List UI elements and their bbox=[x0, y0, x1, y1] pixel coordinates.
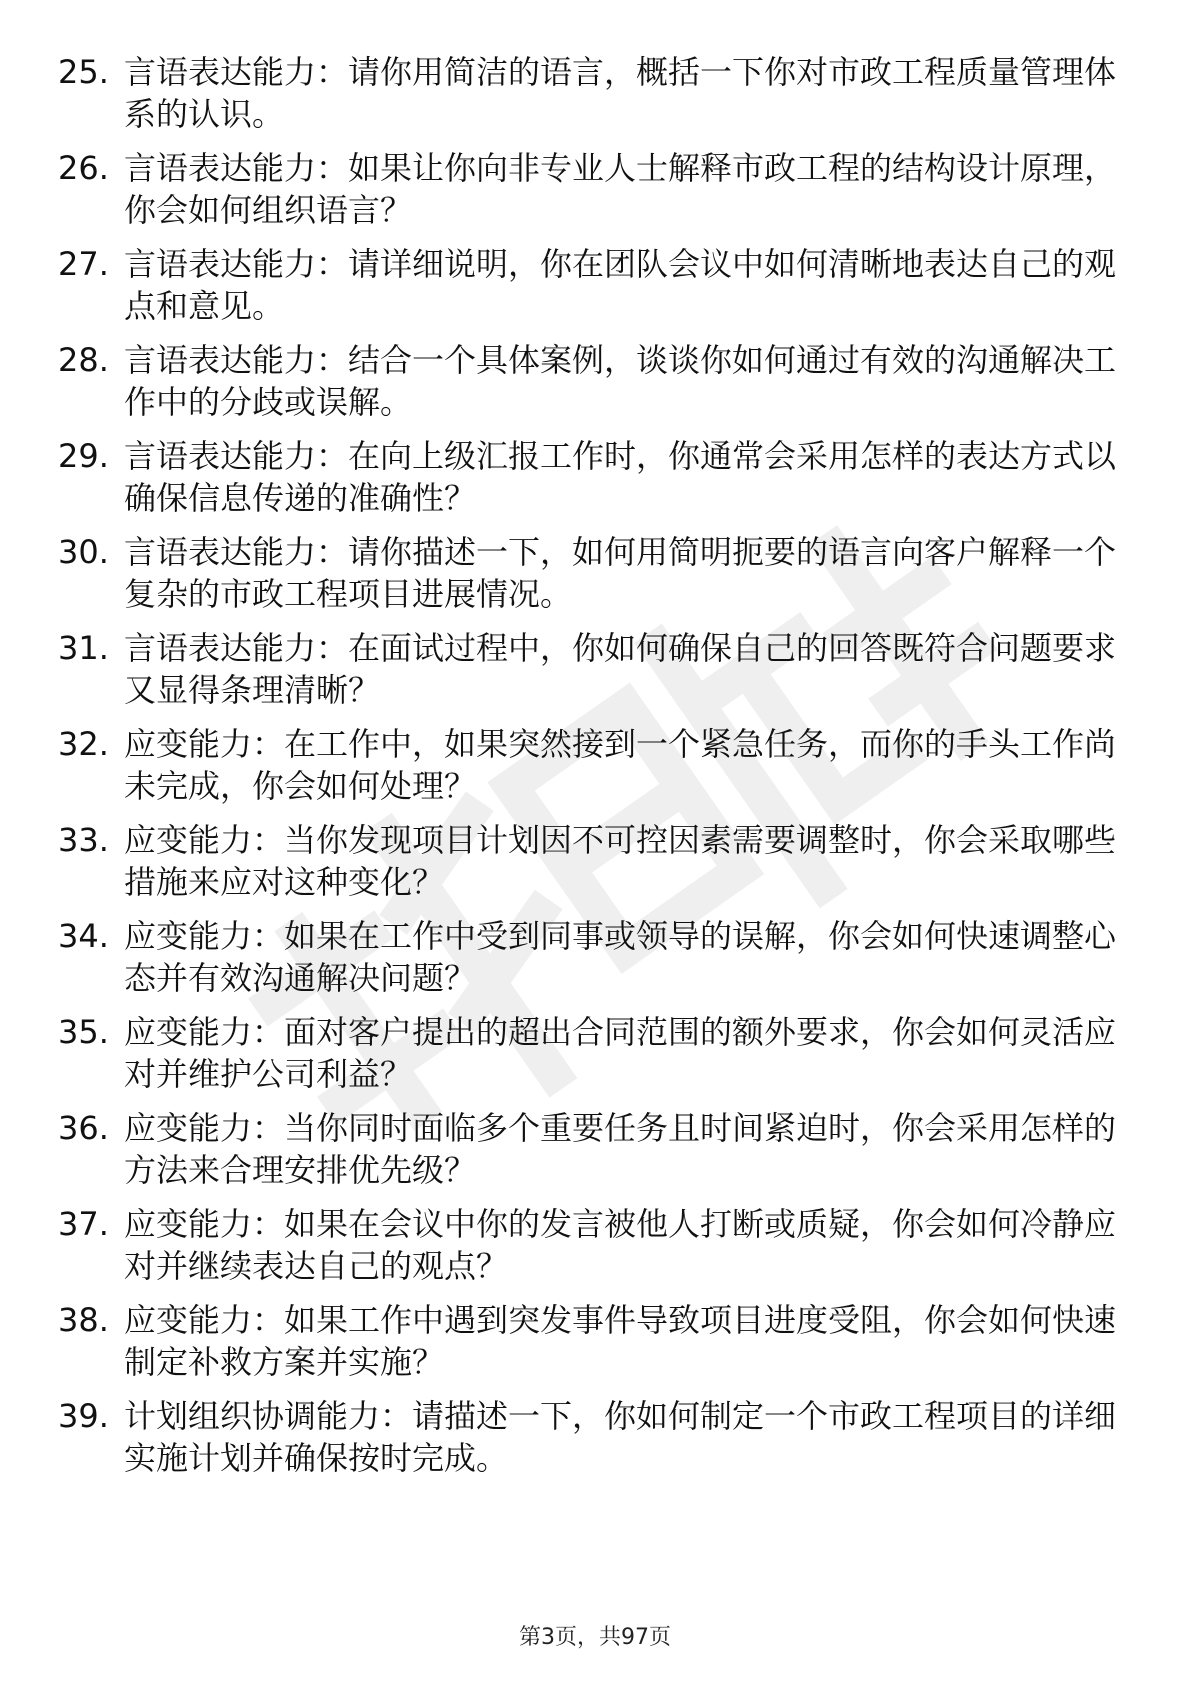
question-text: 应变能力：如果在工作中受到同事或领导的误解，你会如何快速调整心态并有效沟通解决问题？ bbox=[124, 917, 1117, 997]
question-item bbox=[58, 243, 1148, 327]
question-item bbox=[58, 531, 1148, 615]
question-text: 言语表达能力：在向上级汇报工作时，你通常会采用怎样的表达方式以确保信息传递的准确性？ bbox=[124, 437, 1117, 517]
question-item bbox=[58, 51, 1148, 135]
question-item bbox=[58, 1299, 1148, 1383]
question-text: 言语表达能力：如果让你向非专业人士解释市政工程的结构设计原理，你会如何组织语言？ bbox=[124, 149, 1117, 229]
question-number: 29. bbox=[58, 437, 109, 475]
question-item bbox=[58, 147, 1148, 231]
question-text: 应变能力：在工作中，如果突然接到一个紧急任务，而你的手头工作尚未完成，你会如何处理？ bbox=[124, 725, 1117, 805]
question-text: 应变能力：当你发现项目计划因不可控因素需要调整时，你会采取哪些措施来应对这种变化？ bbox=[124, 821, 1117, 901]
question-number: 30. bbox=[58, 533, 109, 571]
question-number: 31. bbox=[58, 629, 109, 667]
question-text: 言语表达能力：在面试过程中，你如何确保自己的回答既符合问题要求又显得条理清晰？ bbox=[124, 629, 1117, 709]
question-text: 计划组织协调能力：请描述一下，你如何制定一个市政工程项目的详细实施计划并确保按时完成。 bbox=[124, 1397, 1117, 1477]
question-number: 28. bbox=[58, 341, 109, 379]
page-footer bbox=[0, 1620, 1190, 1651]
question-text: 应变能力：如果工作中遇到突发事件导致项目进度受阻，你会如何快速制定补救方案并实施？ bbox=[124, 1301, 1117, 1381]
question-item bbox=[58, 435, 1148, 519]
page-number-label: 第3页，共97页 bbox=[519, 1625, 671, 1650]
question-number: 27. bbox=[58, 245, 109, 283]
question-number: 32. bbox=[58, 725, 109, 763]
question-text: 言语表达能力：请你用简洁的语言，概括一下你对市政工程质量管理体系的认识。 bbox=[124, 53, 1117, 133]
question-number: 39. bbox=[58, 1397, 109, 1435]
question-item bbox=[58, 723, 1148, 807]
question-number: 34. bbox=[58, 917, 109, 955]
question-item bbox=[58, 1107, 1148, 1191]
question-text: 言语表达能力：请你描述一下，如何用简明扼要的语言向客户解释一个复杂的市政工程项目进展情况。 bbox=[124, 533, 1117, 613]
question-item bbox=[58, 339, 1148, 423]
question-text: 言语表达能力：结合一个具体案例，谈谈你如何通过有效的沟通解决工作中的分歧或误解。 bbox=[124, 341, 1117, 421]
question-item bbox=[58, 627, 1148, 711]
question-number: 33. bbox=[58, 821, 109, 859]
question-text: 应变能力：面对客户提出的超出合同范围的额外要求，你会如何灵活应对并维护公司利益？ bbox=[124, 1013, 1117, 1093]
question-number: 35. bbox=[58, 1013, 109, 1051]
question-item bbox=[58, 915, 1148, 999]
question-number: 26. bbox=[58, 149, 109, 187]
question-item bbox=[58, 1395, 1148, 1479]
question-number: 37. bbox=[58, 1205, 109, 1243]
question-number: 25. bbox=[58, 53, 109, 91]
question-text: 应变能力：当你同时面临多个重要任务且时间紧迫时，你会采用怎样的方法来合理安排优先级？ bbox=[124, 1109, 1117, 1189]
question-text: 应变能力：如果在会议中你的发言被他人打断或质疑，你会如何冷静应对并继续表达自己的观点？ bbox=[124, 1205, 1117, 1285]
question-number: 36. bbox=[58, 1109, 109, 1147]
question-item bbox=[58, 1203, 1148, 1287]
question-item bbox=[58, 819, 1148, 903]
question-text: 言语表达能力：请详细说明，你在团队会议中如何清晰地表达自己的观点和意见。 bbox=[124, 245, 1117, 325]
question-number: 38. bbox=[58, 1301, 109, 1339]
question-item bbox=[58, 1011, 1148, 1095]
